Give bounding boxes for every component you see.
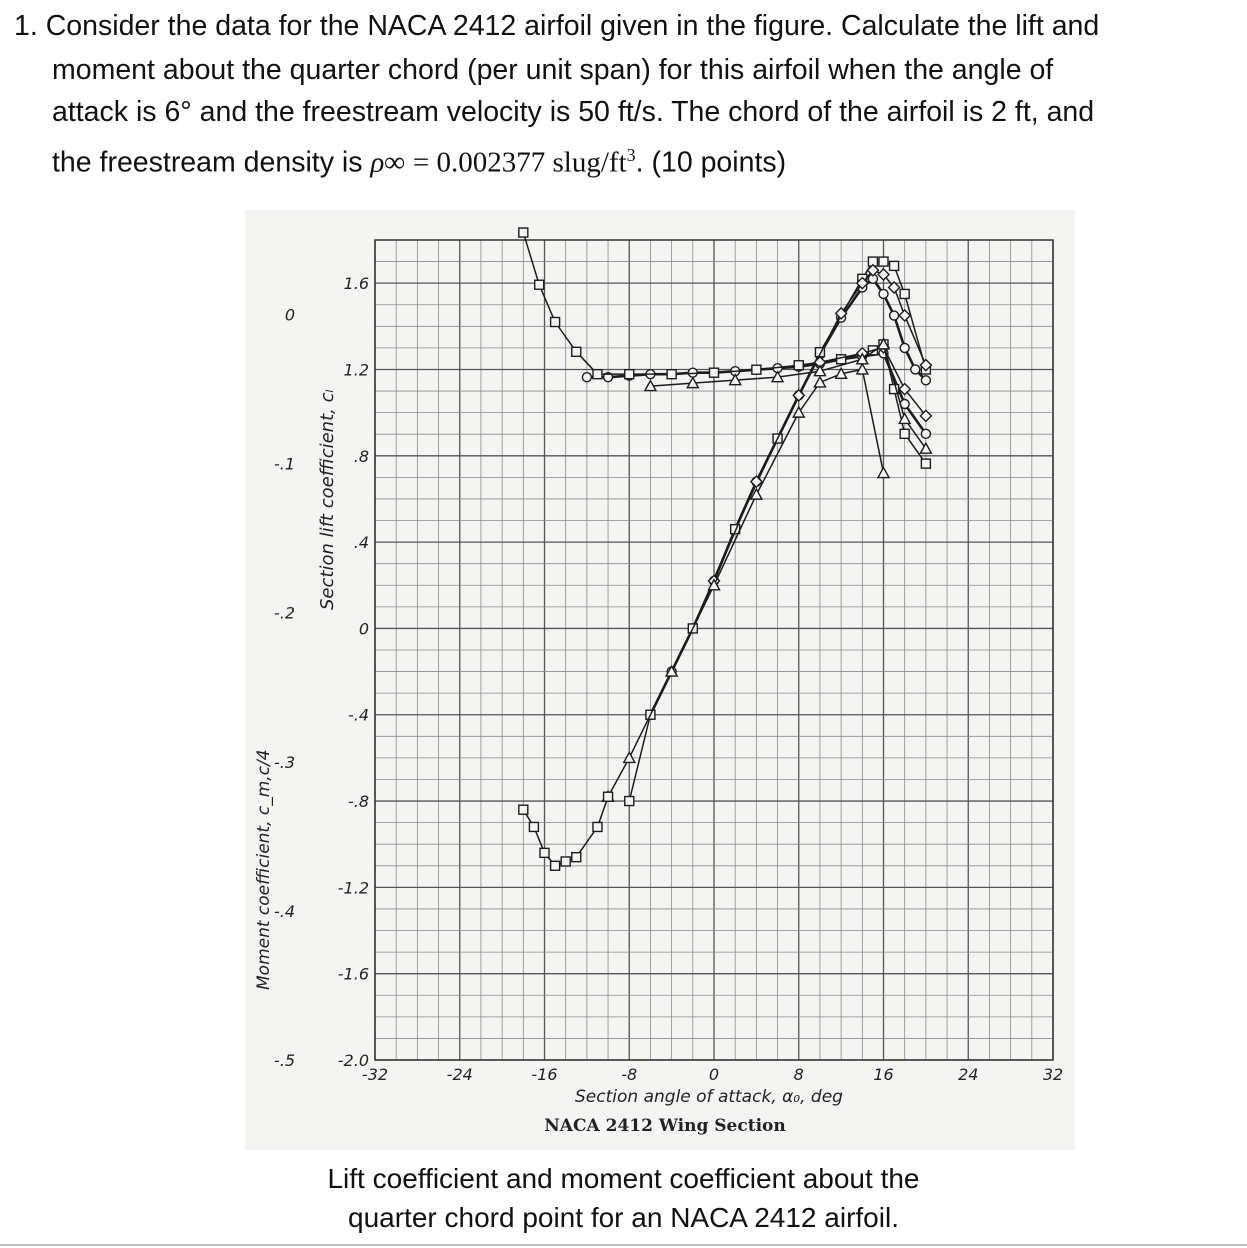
data-point-square	[890, 261, 899, 270]
problem-statement	[0, 0, 1247, 180]
data-point-square	[921, 459, 930, 468]
data-point-square	[837, 355, 846, 364]
x-tick-label: -16	[531, 1065, 558, 1084]
lift-tick-label: .4	[353, 533, 369, 553]
lift-tick-label: -2.0	[337, 1051, 369, 1070]
x-tick-label: -32	[361, 1065, 389, 1084]
data-point-circle	[890, 311, 899, 320]
lift-axis-label: Section lift coefficient, cₗ	[317, 389, 338, 610]
data-point-square	[519, 805, 528, 814]
chart-svg	[245, 210, 1075, 1150]
data-point-square	[900, 289, 909, 298]
x-tick-label: 32	[1042, 1065, 1064, 1084]
x-tick-label: -8	[621, 1065, 638, 1084]
data-point-circle	[900, 343, 909, 352]
x-tick-label: 0	[708, 1065, 720, 1084]
data-point-square	[551, 861, 560, 870]
moment-axis-label: Moment coefficient, c_m,c/4	[254, 749, 274, 990]
rho-value: = 0.002377 slug/ft	[412, 146, 627, 179]
lift-tick-label: 1.2	[343, 360, 369, 380]
problem-line-4	[52, 135, 786, 183]
moment-tick-label: -.1	[273, 454, 295, 474]
lift-tick-label: -.4	[347, 705, 369, 725]
data-point-circle	[879, 289, 888, 298]
data-point-square	[667, 370, 676, 379]
data-point-square	[710, 368, 719, 377]
data-point-square	[529, 822, 538, 831]
x-axis-label: Section angle of attack, α₀, deg	[575, 1087, 843, 1107]
rho-exponent: 3	[626, 145, 636, 165]
data-point-square	[625, 370, 634, 379]
data-point-square	[604, 792, 613, 801]
data-point-square	[752, 365, 761, 374]
data-point-square	[572, 347, 581, 356]
data-point-circle	[921, 376, 930, 385]
data-point-square	[593, 370, 602, 379]
problem-text-4: the freestream density is	[52, 146, 371, 179]
x-tick-label: 24	[958, 1065, 979, 1084]
lift-tick-label: 1.6	[343, 274, 369, 294]
moment-tick-label: -.2	[273, 603, 295, 623]
figure-caption-line-1: Lift coefficient and moment coefficient about the	[327, 1163, 920, 1194]
moment-tick-label: -.5	[273, 1051, 295, 1070]
data-point-square	[900, 429, 909, 438]
moment-tick-label: 0	[284, 305, 295, 325]
problem-line-1	[14, 6, 1099, 46]
naca-2412-chart	[245, 210, 1075, 1150]
problem-line-2: moment about the quarter chord (per unit span) for this airfoil when the angle of	[52, 54, 1054, 86]
chart-title: NACA 2412 Wing Section	[544, 1116, 786, 1136]
lift-tick-label: .8	[353, 446, 369, 466]
moment-tick-label: -.4	[273, 901, 295, 921]
figure-caption-line-2: quarter chord point for an NACA 2412 airfoil.	[348, 1202, 899, 1233]
data-point-square	[572, 853, 581, 862]
chart-paper	[245, 210, 1075, 1150]
data-point-square	[535, 280, 544, 289]
lift-tick-label: -.8	[347, 792, 369, 812]
data-point-circle	[921, 429, 930, 438]
x-tick-label: -24	[446, 1065, 473, 1084]
data-point-square	[625, 797, 634, 806]
rho-symbol: ρ∞	[370, 146, 405, 179]
problem-line-3: attack is 6° and the freestream velocity is 50 ft/s. The chord of the airfoil is 2 ft, and	[52, 96, 1095, 128]
data-point-square	[519, 228, 528, 237]
page-divider	[0, 1244, 1247, 1246]
data-point-square	[561, 857, 570, 866]
moment-tick-label: -.3	[273, 752, 295, 772]
data-point-square	[593, 822, 602, 831]
problem-points: . (10 points)	[635, 146, 787, 179]
x-tick-label: 16	[873, 1065, 894, 1084]
data-point-square	[879, 257, 888, 266]
data-point-circle	[582, 373, 591, 382]
lift-tick-label: 0	[358, 619, 369, 639]
problem-text-1: Consider the data for the NACA 2412 airfoil given in the figure. Calculate the lift and	[45, 10, 1100, 42]
data-point-circle	[911, 365, 920, 374]
lift-tick-label: -1.6	[337, 964, 369, 984]
data-point-square	[551, 318, 560, 327]
lift-tick-label: -1.2	[337, 878, 369, 898]
x-tick-label: 8	[793, 1065, 804, 1084]
data-point-square	[540, 848, 549, 857]
data-point-square	[794, 361, 803, 370]
problem-number: 1.	[14, 10, 38, 42]
